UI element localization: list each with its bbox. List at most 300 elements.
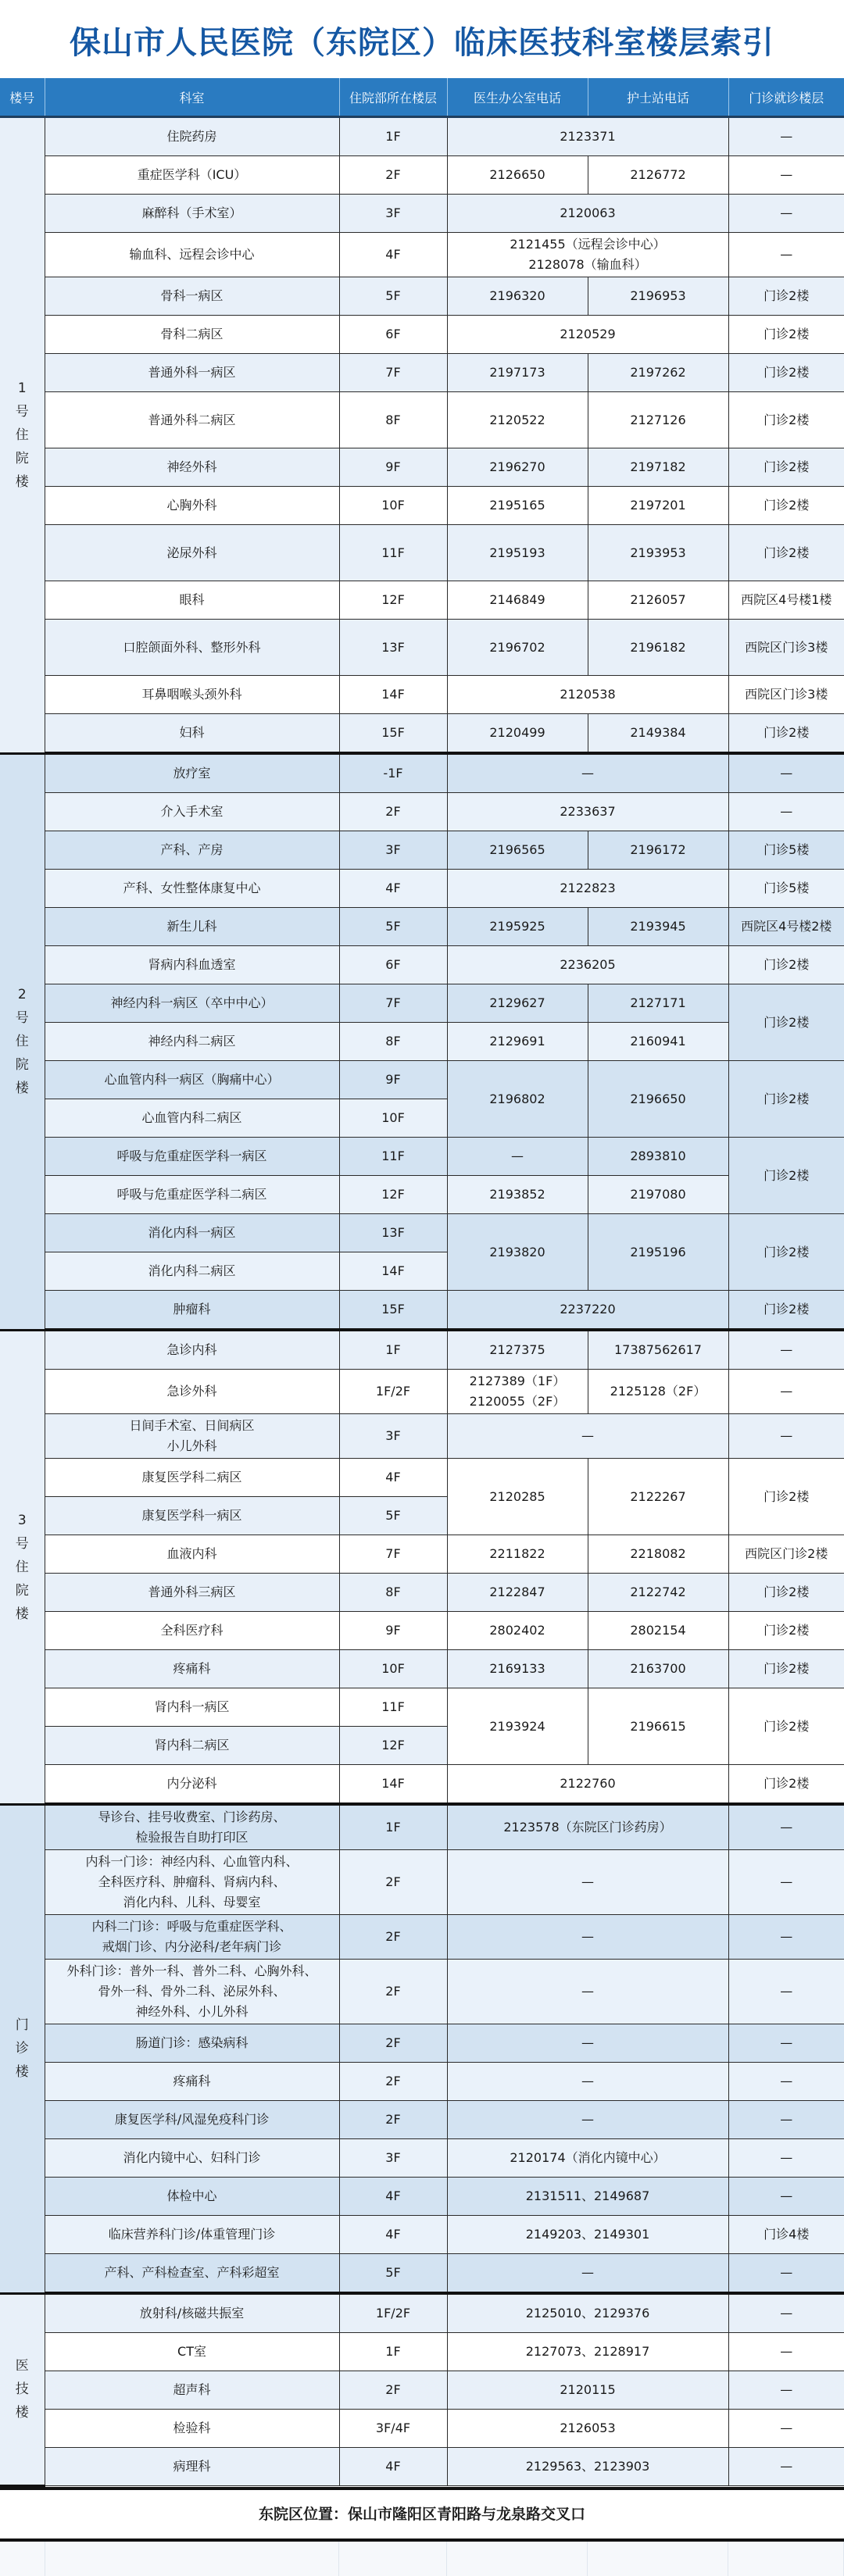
building-label-char: 院 xyxy=(15,450,29,466)
department-cell xyxy=(45,2371,339,2410)
department-cell xyxy=(45,984,339,1023)
department-cell xyxy=(45,1023,339,1061)
table-row xyxy=(0,2101,844,2139)
department-name: 导诊台、挂号收费室、门诊药房、 xyxy=(98,1810,286,1824)
ward-floor: 3F xyxy=(339,195,447,233)
department-cell xyxy=(45,2216,339,2254)
clinic-floor: — xyxy=(728,1370,844,1414)
department-cell xyxy=(45,1727,339,1765)
clinic-floor: — xyxy=(728,156,844,195)
ward-floor: 5F xyxy=(339,1497,447,1535)
table-row xyxy=(0,1459,844,1497)
ward-floor: 3F xyxy=(339,2139,447,2178)
ward-floor: 3F xyxy=(339,1414,447,1459)
department-cell xyxy=(45,831,339,870)
department-cell xyxy=(45,1252,339,1291)
department-name: 疼痛科 xyxy=(173,1661,211,1676)
phone-number: 2123578（东院区门诊药房） xyxy=(503,1820,672,1835)
phone-number: 2120063 xyxy=(560,205,616,220)
ward-floor: 4F xyxy=(339,870,447,908)
ward-floor: 3F xyxy=(339,831,447,870)
department-cell xyxy=(45,2448,339,2486)
clinic-floor: 门诊2楼 xyxy=(728,984,844,1061)
department-name: 神经外科、小儿外科 xyxy=(135,2004,249,2019)
department-cell xyxy=(45,2254,339,2294)
building-label-char: 楼 xyxy=(15,2064,29,2080)
ward-floor: 2F xyxy=(339,2024,447,2063)
phone-merged xyxy=(447,117,728,156)
clinic-floor: 门诊4楼 xyxy=(728,2216,844,2254)
department-cell xyxy=(45,2139,339,2178)
ward-floor: 4F xyxy=(339,2216,447,2254)
ward-floor: 1F/2F xyxy=(339,1370,447,1414)
phone-number: 2126053 xyxy=(560,2421,616,2435)
ward-floor: 4F xyxy=(339,1459,447,1497)
phone-number: 2237220 xyxy=(560,1302,616,1317)
nurse-phone: 2160941 xyxy=(588,1023,728,1061)
clinic-floor: — xyxy=(728,2254,844,2294)
clinic-floor: 门诊2楼 xyxy=(728,392,844,448)
clinic-floor: 门诊2楼 xyxy=(728,1688,844,1765)
clinic-floor: — xyxy=(728,2178,844,2216)
nurse-phone: 2126772 xyxy=(588,156,728,195)
table-row xyxy=(0,1915,844,1960)
phone-number: 2129563、2123903 xyxy=(525,2459,650,2474)
department-name: 心血管内科一病区（胸痛中心） xyxy=(104,1072,280,1087)
department-name: 普通外科二病区 xyxy=(148,412,236,427)
ward-floor: -1F xyxy=(339,753,447,793)
nurse-phone: 2193945 xyxy=(588,908,728,946)
table-row xyxy=(0,831,844,870)
ward-floor: 2F xyxy=(339,1850,447,1915)
table-row xyxy=(0,1612,844,1650)
building-label-char: 号 xyxy=(15,1535,29,1552)
department-name: 肾内科二病区 xyxy=(154,1738,230,1752)
department-name: 骨科一病区 xyxy=(160,288,224,303)
department-name: 心胸外科 xyxy=(166,498,217,513)
department-cell xyxy=(45,870,339,908)
phone-number: 2131511、2149687 xyxy=(525,2188,650,2203)
department-cell xyxy=(45,1291,339,1331)
department-cell xyxy=(45,1176,339,1214)
nurse-phone: 2122267 xyxy=(588,1459,728,1535)
building-label-char: 楼 xyxy=(15,1081,29,1096)
building-label-char: 3 xyxy=(17,1512,27,1528)
clinic-floor: 门诊5楼 xyxy=(728,831,844,870)
table-row xyxy=(0,676,844,714)
department-name: 麻醉科（手术室） xyxy=(141,205,242,220)
phone-merged xyxy=(447,2216,728,2254)
department-name: 介入手术室 xyxy=(160,804,224,819)
page-title: 保山市人民医院（东院区）临床医技科室楼层索引 xyxy=(70,25,774,61)
department-name: 消化内科、儿科、母婴室 xyxy=(123,1895,261,1910)
ward-floor: 12F xyxy=(339,1176,447,1214)
doctor-phone: 2120522 xyxy=(447,392,588,448)
ward-floor: 14F xyxy=(339,1765,447,1805)
department-name: 眼科 xyxy=(179,592,205,607)
clinic-floor: — xyxy=(728,195,844,233)
clinic-floor: 门诊2楼 xyxy=(728,1650,844,1688)
table-row xyxy=(0,2293,844,2333)
department-cell xyxy=(45,156,339,195)
nurse-phone: 2125128（2F） xyxy=(588,1370,728,1414)
nurse-phone: 2196172 xyxy=(588,831,728,870)
ward-floor: 5F xyxy=(339,908,447,946)
department-name: 超声科 xyxy=(173,2382,211,2397)
building-label-char: 院 xyxy=(15,1057,29,1073)
table-row xyxy=(0,525,844,581)
clinic-floor: 门诊2楼 xyxy=(728,1291,844,1331)
clinic-floor: — xyxy=(728,2024,844,2063)
clinic-floor: 门诊2楼 xyxy=(728,448,844,487)
table-row xyxy=(0,2333,844,2371)
building-label xyxy=(0,1330,45,1804)
phone-merged xyxy=(447,233,728,277)
ward-floor: 1F xyxy=(339,2333,447,2371)
doctor-phone: 2197173 xyxy=(447,354,588,392)
phone-number: — xyxy=(581,1874,594,1889)
ward-floor: 12F xyxy=(339,581,447,620)
phone-number: — xyxy=(581,2074,594,2088)
phone-number: 2123371 xyxy=(560,129,616,144)
nurse-phone: 2196650 xyxy=(588,1061,728,1138)
header-clinic-floor: 门诊就诊楼层 xyxy=(728,78,844,117)
department-name: 产科、产房 xyxy=(160,842,224,857)
department-name: 内科一门诊：神经内科、心血管内科、 xyxy=(85,1854,299,1869)
header-doctor-phone: 医生办公室电话 xyxy=(447,78,588,117)
clinic-floor: 门诊2楼 xyxy=(728,1061,844,1138)
phone-merged xyxy=(447,2024,728,2063)
phone-merged xyxy=(447,2139,728,2178)
clinic-floor: 门诊2楼 xyxy=(728,525,844,581)
table-row xyxy=(0,487,844,525)
building-label-char: 楼 xyxy=(15,473,29,490)
department-name: 内科二门诊：呼吸与危重症医学科、 xyxy=(91,1919,292,1934)
phone-merged xyxy=(447,316,728,354)
table-row xyxy=(0,620,844,676)
department-cell xyxy=(45,1650,339,1688)
table-row xyxy=(0,277,844,316)
department-cell xyxy=(45,1214,339,1252)
ward-floor: 4F xyxy=(339,233,447,277)
ward-floor: 10F xyxy=(339,1099,447,1138)
department-name: 消化内科二病区 xyxy=(148,1263,236,1278)
table-row xyxy=(0,1370,844,1414)
building-label xyxy=(0,1804,45,2293)
ward-floor: 6F xyxy=(339,316,447,354)
ward-floor: 2F xyxy=(339,2063,447,2101)
table-row xyxy=(0,908,844,946)
department-cell xyxy=(45,1804,339,1850)
doctor-phone: 2126650 xyxy=(447,156,588,195)
phone-number: 2120538 xyxy=(560,687,616,702)
ward-floor: 12F xyxy=(339,1727,447,1765)
floor-index-table xyxy=(0,78,844,2487)
clinic-floor: — xyxy=(728,1414,844,1459)
clinic-floor: — xyxy=(728,2293,844,2333)
table-row xyxy=(0,195,844,233)
clinic-floor: — xyxy=(728,1330,844,1370)
building-label-char: 楼 xyxy=(15,1606,29,1622)
department-cell xyxy=(45,525,339,581)
ward-floor: 7F xyxy=(339,984,447,1023)
doctor-phone: 2193924 xyxy=(447,1688,588,1765)
clinic-floor: — xyxy=(728,2448,844,2486)
empty-cell xyxy=(447,2542,588,2576)
phone-number: — xyxy=(581,1929,594,1944)
table-row xyxy=(0,2024,844,2063)
ward-floor: 11F xyxy=(339,1688,447,1727)
doctor-phone: 2193820 xyxy=(447,1214,588,1291)
ward-floor: 1F xyxy=(339,1804,447,1850)
ward-floor: 8F xyxy=(339,1574,447,1612)
department-name: 病理科 xyxy=(173,2459,211,2474)
ward-floor: 5F xyxy=(339,2254,447,2294)
building-label-char: 住 xyxy=(15,1559,29,1575)
clinic-floor: 门诊2楼 xyxy=(728,1214,844,1291)
table-row xyxy=(0,1138,844,1176)
clinic-floor: — xyxy=(728,2101,844,2139)
ward-floor: 7F xyxy=(339,354,447,392)
nurse-phone: 2122742 xyxy=(588,1574,728,1612)
clinic-floor: — xyxy=(728,1915,844,1960)
ward-floor: 13F xyxy=(339,620,447,676)
clinic-floor: 西院区4号楼1楼 xyxy=(728,581,844,620)
phone-number: — xyxy=(581,2265,594,2280)
nurse-phone: 2196953 xyxy=(588,277,728,316)
department-cell xyxy=(45,117,339,156)
table-row xyxy=(0,2448,844,2486)
table-row xyxy=(0,1061,844,1099)
building-label-char: 号 xyxy=(15,403,29,420)
table-row xyxy=(0,156,844,195)
clinic-floor: 西院区4号楼2楼 xyxy=(728,908,844,946)
table-row xyxy=(0,714,844,754)
phone-merged xyxy=(447,1915,728,1960)
department-cell xyxy=(45,908,339,946)
department-name: 普通外科一病区 xyxy=(148,365,236,380)
phone-number: — xyxy=(581,1428,594,1443)
phone-merged xyxy=(447,2101,728,2139)
phone-merged xyxy=(447,195,728,233)
phone-number: 2127389（1F） xyxy=(469,1374,566,1388)
ward-floor: 5F xyxy=(339,277,447,316)
department-name: 疼痛科 xyxy=(173,2074,211,2088)
table-row xyxy=(0,1023,844,1061)
building-label-char: 院 xyxy=(15,1582,29,1599)
table-row xyxy=(0,354,844,392)
nurse-phone: 2197182 xyxy=(588,448,728,487)
phone-number: 2149203、2149301 xyxy=(525,2227,650,2242)
clinic-floor: — xyxy=(728,2333,844,2371)
table-row xyxy=(0,1330,844,1370)
department-name: 外科门诊：普外一科、普外二科、心胸外科、 xyxy=(66,1963,317,1978)
building-label-char: 住 xyxy=(15,1034,29,1049)
empty-cell xyxy=(728,2542,844,2576)
doctor-phone xyxy=(447,1370,588,1414)
phone-merged xyxy=(447,2448,728,2486)
clinic-floor: 门诊2楼 xyxy=(728,316,844,354)
doctor-phone: 2193852 xyxy=(447,1176,588,1214)
department-cell xyxy=(45,1061,339,1099)
table-row xyxy=(0,448,844,487)
department-name: 肾病内科血透室 xyxy=(148,957,236,972)
ward-floor: 13F xyxy=(339,1214,447,1252)
department-name: 小儿外科 xyxy=(166,1438,217,1453)
department-name: 肾内科一病区 xyxy=(154,1699,230,1714)
empty-cell xyxy=(0,2542,45,2576)
nurse-phone: 2195196 xyxy=(588,1214,728,1291)
table-row xyxy=(0,233,844,277)
department-name: 神经内科二病区 xyxy=(148,1034,236,1049)
clinic-floor: — xyxy=(728,1960,844,2024)
ward-floor: 15F xyxy=(339,1291,447,1331)
phone-merged xyxy=(447,1960,728,2024)
department-name: 肿瘤科 xyxy=(173,1302,211,1317)
phone-merged xyxy=(447,1414,728,1459)
campus-location: 东院区位置：保山市隆阳区青阳路与龙泉路交叉口 xyxy=(0,2487,844,2542)
doctor-phone: 2802402 xyxy=(447,1612,588,1650)
building-label-char: 号 xyxy=(15,1010,29,1026)
clinic-floor: — xyxy=(728,2063,844,2101)
department-name: 耳鼻咽喉头颈外科 xyxy=(141,687,242,702)
nurse-phone: 2218082 xyxy=(588,1535,728,1574)
nurse-phone: 2197262 xyxy=(588,354,728,392)
clinic-floor: 西院区门诊3楼 xyxy=(728,620,844,676)
department-cell xyxy=(45,2333,339,2371)
phone-merged xyxy=(447,793,728,831)
table-row xyxy=(0,316,844,354)
table-row xyxy=(0,1688,844,1727)
department-cell xyxy=(45,1612,339,1650)
clinic-floor: 门诊2楼 xyxy=(728,354,844,392)
department-cell xyxy=(45,1459,339,1497)
doctor-phone: — xyxy=(447,1138,588,1176)
nurse-phone: 2126057 xyxy=(588,581,728,620)
table-row xyxy=(0,1214,844,1252)
phone-merged xyxy=(447,1765,728,1805)
nurse-phone: 17387562617 xyxy=(588,1330,728,1370)
ward-floor: 9F xyxy=(339,1612,447,1650)
department-name: 戒烟门诊、内分泌科/老年病门诊 xyxy=(102,1939,282,1954)
clinic-floor: — xyxy=(728,2371,844,2410)
building-label-char: 住 xyxy=(15,427,29,443)
ward-floor: 9F xyxy=(339,1061,447,1099)
department-name: 检验报告自助打印区 xyxy=(135,1830,249,1845)
clinic-floor: — xyxy=(728,1850,844,1915)
department-cell xyxy=(45,1414,339,1459)
ward-floor: 10F xyxy=(339,1650,447,1688)
table-row xyxy=(0,1850,844,1915)
ward-floor: 2F xyxy=(339,1915,447,1960)
nurse-phone: 2196615 xyxy=(588,1688,728,1765)
clinic-floor: 西院区门诊3楼 xyxy=(728,676,844,714)
department-cell xyxy=(45,1960,339,2024)
empty-cell xyxy=(339,2542,447,2576)
table-row xyxy=(0,2410,844,2448)
department-cell xyxy=(45,392,339,448)
phone-merged xyxy=(447,676,728,714)
ward-floor: 8F xyxy=(339,1023,447,1061)
phone-merged xyxy=(447,2063,728,2101)
department-name: 普通外科三病区 xyxy=(148,1585,236,1599)
department-name: 骨科二病区 xyxy=(160,327,224,341)
doctor-phone: 2146849 xyxy=(447,581,588,620)
doctor-phone: 2122847 xyxy=(447,1574,588,1612)
department-cell xyxy=(45,753,339,793)
doctor-phone: 2196270 xyxy=(447,448,588,487)
clinic-floor: — xyxy=(728,1804,844,1850)
department-cell xyxy=(45,1370,339,1414)
phone-merged xyxy=(447,1291,728,1331)
department-cell xyxy=(45,354,339,392)
clinic-floor: 门诊2楼 xyxy=(728,1138,844,1214)
phone-merged xyxy=(447,753,728,793)
phone-number: 2128078（输血科） xyxy=(528,257,647,272)
table-row xyxy=(0,1291,844,1331)
phone-number: 2120529 xyxy=(560,327,616,341)
doctor-phone: 2196802 xyxy=(447,1061,588,1138)
department-cell xyxy=(45,2101,339,2139)
nurse-phone: 2149384 xyxy=(588,714,728,754)
building-label xyxy=(0,2293,45,2486)
ward-floor: 1F/2F xyxy=(339,2293,447,2333)
header-ward-floor: 住院部所在楼层 xyxy=(339,78,447,117)
building-label-char: 楼 xyxy=(15,2405,29,2421)
header-building: 楼号 xyxy=(0,78,45,117)
table-row xyxy=(0,2063,844,2101)
department-name: 日间手术室、日间病区 xyxy=(129,1418,255,1433)
nurse-phone: 2193953 xyxy=(588,525,728,581)
phone-merged xyxy=(447,1850,728,1915)
department-name: 呼吸与危重症医学科二病区 xyxy=(116,1187,267,1202)
ward-floor: 8F xyxy=(339,392,447,448)
clinic-floor: 门诊2楼 xyxy=(728,946,844,984)
department-cell xyxy=(45,2063,339,2101)
ward-floor: 11F xyxy=(339,525,447,581)
doctor-phone: 2195925 xyxy=(447,908,588,946)
department-name: 骨外一科、骨外二科、泌尿外科、 xyxy=(98,1984,286,1999)
phone-number: 2127073、2128917 xyxy=(525,2344,650,2359)
phone-number: 2236205 xyxy=(560,957,616,972)
department-name: 住院药房 xyxy=(166,129,217,144)
ward-floor: 2F xyxy=(339,1960,447,2024)
department-cell xyxy=(45,1330,339,1370)
ward-floor: 1F xyxy=(339,1330,447,1370)
table-row xyxy=(0,946,844,984)
phone-number: 2122760 xyxy=(560,1776,616,1791)
department-name: 神经外科 xyxy=(166,459,217,474)
department-name: 临床营养科门诊/体重管理门诊 xyxy=(108,2227,276,2242)
department-cell xyxy=(45,316,339,354)
department-name: 放射科/核磁共振室 xyxy=(139,2306,245,2321)
nurse-phone: 2127126 xyxy=(588,392,728,448)
department-name: CT室 xyxy=(177,2344,206,2359)
clinic-floor: — xyxy=(728,2139,844,2178)
department-cell xyxy=(45,277,339,316)
phone-number: — xyxy=(581,2112,594,2127)
clinic-floor: — xyxy=(728,233,844,277)
ward-floor: 1F xyxy=(339,117,447,156)
phone-number: 2125010、2129376 xyxy=(525,2306,650,2321)
ward-floor: 11F xyxy=(339,1138,447,1176)
table-row xyxy=(0,1804,844,1850)
header-nurse-phone: 护士站电话 xyxy=(588,78,728,117)
nurse-phone: 2893810 xyxy=(588,1138,728,1176)
table-row xyxy=(0,2371,844,2410)
phone-merged xyxy=(447,2371,728,2410)
building-label-char: 诊 xyxy=(15,2041,29,2056)
